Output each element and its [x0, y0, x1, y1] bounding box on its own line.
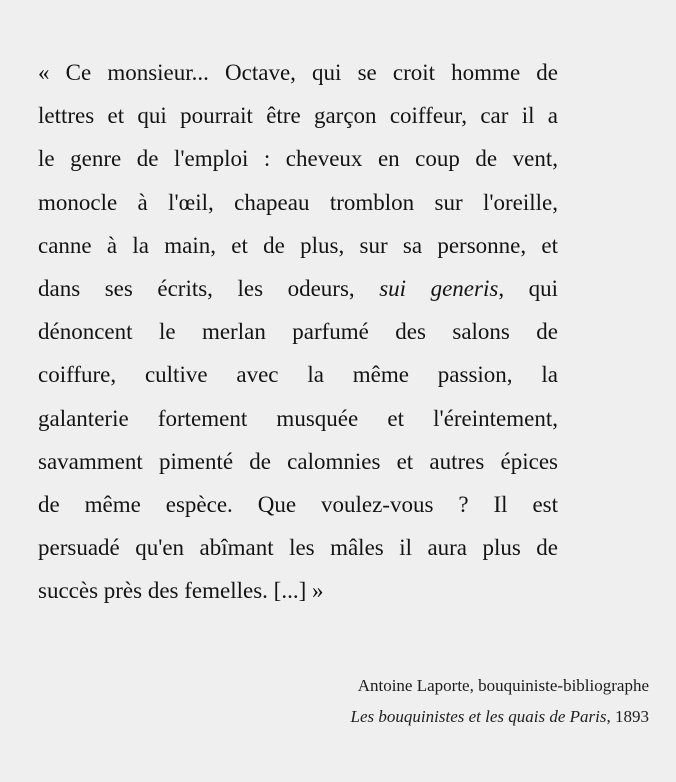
quote-line: « Ce monsieur... Octave, qui se croit homme de — [38, 60, 558, 85]
quote-line: monocle à l'œil, chapeau tromblon sur l'oreille, — [38, 189, 558, 215]
quote-block — [38, 51, 558, 612]
attribution — [351, 670, 649, 732]
quote-line-last: succès près des femelles. [...] » — [38, 578, 324, 604]
quote-line: galanterie fortement musquée et l'éreintement, — [38, 405, 558, 431]
quote-line: canne à la main, et de plus, sur sa personne, et — [38, 232, 558, 258]
source-line — [351, 701, 649, 732]
quote-line: savamment pimenté de calomnies et autres épices — [38, 448, 558, 474]
quote-line-start: dans ses écrits, les odeurs, — [38, 275, 380, 301]
quote-line: de même espèce. Que voulez-vous ? Il est — [38, 491, 558, 517]
quote-line-with-italic — [38, 267, 558, 310]
quote-line: persuadé qu'en abîmant les mâles il aura plus de — [38, 535, 558, 561]
quote-line: le genre de l'emploi : cheveux en coup de vent, — [38, 146, 558, 172]
work-title: Les bouquinistes et les quais de Paris — [350, 707, 607, 726]
author-line: Antoine Laporte, bouquiniste-bibliographe — [357, 676, 649, 695]
italic-phrase: sui generis — [379, 275, 499, 301]
quote-line: dénoncent le merlan parfumé des salons de — [38, 319, 558, 345]
work-year: , 1893 — [606, 707, 649, 726]
quote-line: lettres et qui pourrait être garçon coiffeur, car il a — [38, 103, 558, 129]
quote-line-end: , qui — [498, 275, 559, 301]
quote-line: coiffure, cultive avec la même passion, la — [38, 362, 558, 388]
